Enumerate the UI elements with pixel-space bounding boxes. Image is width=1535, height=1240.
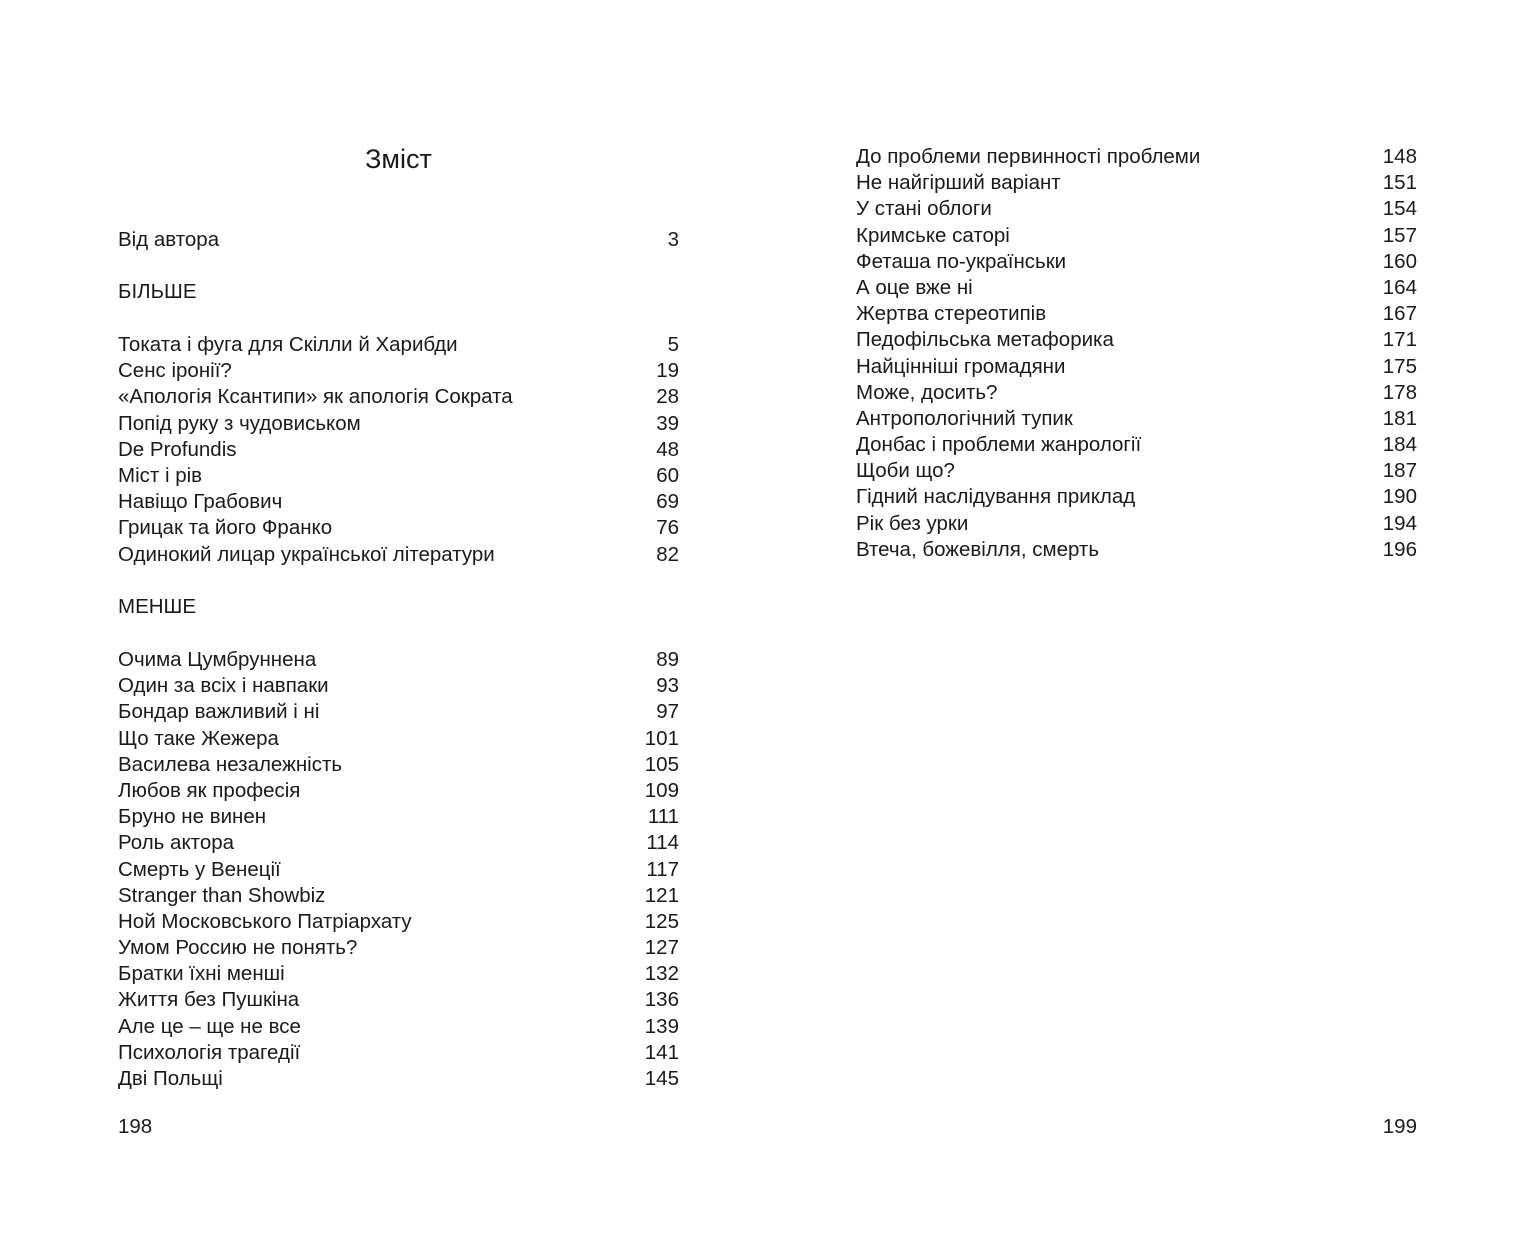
toc-entry-page: 151	[1382, 171, 1417, 195]
toc-entry-title: Міст і рів	[118, 463, 203, 487]
toc-entry-page: 82	[656, 542, 679, 566]
toc-entry-page: 145	[644, 1067, 679, 1090]
toc-entry[interactable]	[118, 489, 679, 515]
toc-entry-page: 157	[1382, 223, 1417, 247]
section-heading-block	[118, 279, 679, 305]
toc-entry[interactable]	[118, 227, 679, 253]
toc-entry-title: Від автора	[118, 228, 220, 251]
toc-entry-page: 154	[1382, 197, 1417, 221]
toc-entry[interactable]	[118, 935, 679, 961]
toc-entry-page: 141	[644, 1040, 679, 1064]
toc-entry-page: 89	[656, 648, 679, 671]
toc-entry-title: А оце вже ні	[856, 275, 973, 299]
toc-entry[interactable]	[118, 411, 679, 437]
toc-entry-page: 117	[646, 857, 679, 881]
toc-entry-title: Бруно не винен	[118, 805, 267, 829]
toc-entry-title: Найцінніші громадяни	[856, 354, 1066, 378]
toc-entry-title: Феташа по-українськи	[856, 249, 1067, 273]
toc-entry-title: Психологія трагедії	[118, 1040, 301, 1064]
toc-entry-page: 111	[647, 805, 679, 829]
toc-entry[interactable]	[118, 726, 679, 752]
toc-entry[interactable]	[856, 511, 1417, 537]
toc-entry[interactable]	[856, 380, 1417, 406]
section1-entry-list	[118, 332, 679, 568]
toc-entry[interactable]	[856, 537, 1417, 563]
toc-entry-title: Смерть у Венеції	[118, 857, 281, 881]
toc-entry-title: Гідний наслідування приклад	[856, 485, 1136, 509]
toc-entry-page: 184	[1382, 433, 1417, 457]
toc-entry[interactable]	[856, 406, 1417, 432]
toc-entry-title: Токата і фуга для Скілли й Харибди	[118, 333, 458, 356]
section-heading-menshe: МЕНШЕ	[118, 595, 197, 618]
toc-entry[interactable]	[118, 437, 679, 463]
toc-entry-title: Навіщо Грабович	[118, 490, 283, 514]
toc-entry[interactable]	[118, 1066, 679, 1092]
toc-entry-title: Бондар важливий і ні	[118, 700, 320, 724]
toc-entry-title: Умом Россию не понять?	[118, 936, 358, 960]
right-entry-list	[856, 144, 1417, 563]
toc-entry-title: Донбас і проблеми жанрології	[856, 433, 1142, 457]
toc-entry-page: 171	[1382, 328, 1417, 352]
toc-entry[interactable]	[856, 196, 1417, 222]
section-heading-bilshe: БІЛЬШЕ	[118, 280, 197, 303]
toc-entry-title: Stranger than Showbiz	[118, 883, 326, 907]
toc-entry-title: Втеча, божевілля, смерть	[856, 537, 1099, 561]
toc-entry-title: До проблеми первинності проблеми	[856, 145, 1201, 168]
toc-entry-title: Грицак та його Франко	[118, 516, 333, 540]
toc-entry-page: 187	[1382, 459, 1417, 483]
toc-entry[interactable]	[118, 1014, 679, 1040]
toc-entry-page: 105	[644, 752, 679, 776]
toc-entry-title: Братки їхні менші	[118, 962, 285, 986]
toc-entry-page: 60	[656, 463, 679, 487]
section2-entry-list	[118, 647, 679, 1092]
toc-entry-page: 139	[644, 1014, 679, 1038]
toc-entry-title: Антропологічний тупик	[856, 406, 1073, 430]
toc-entry[interactable]	[118, 673, 679, 699]
toc-entry-title: Любов як професія	[118, 778, 301, 802]
toc-entry[interactable]	[118, 647, 679, 673]
toc-entry-title: Не найгірший варіант	[856, 171, 1061, 195]
toc-entry[interactable]	[118, 909, 679, 935]
toc-entry-title: Ной Московського Патріархату	[118, 909, 412, 933]
toc-entry[interactable]	[118, 358, 679, 384]
toc-entry[interactable]	[118, 332, 679, 358]
toc-title: Зміст	[365, 144, 432, 174]
toc-entry-page: 69	[656, 490, 679, 514]
toc-entry-page: 181	[1382, 406, 1417, 430]
toc-entry-title: Кримське саторі	[856, 223, 1010, 247]
intro-entry-list	[118, 227, 679, 253]
page-number-right: 199	[1382, 1115, 1417, 1138]
toc-entry[interactable]	[856, 432, 1417, 458]
page-number-left: 198	[118, 1115, 153, 1138]
toc-entry-title: Василева незалежність	[118, 752, 343, 776]
toc-entry[interactable]	[118, 857, 679, 883]
toc-entry-page: 19	[656, 359, 679, 383]
toc-entry[interactable]	[118, 987, 679, 1013]
toc-entry-title: Але це – ще не все	[118, 1014, 301, 1038]
toc-entry-page: 160	[1382, 249, 1417, 273]
toc-entry-page: 3	[667, 228, 679, 251]
toc-entry-page: 148	[1382, 145, 1417, 168]
toc-entry-page: 132	[644, 962, 679, 986]
toc-entry-title: Один за всіх і навпаки	[118, 674, 329, 698]
toc-entry-title: Рік без урки	[856, 511, 969, 535]
toc-entry[interactable]	[856, 327, 1417, 353]
toc-entry-page: 178	[1382, 380, 1417, 404]
toc-entry[interactable]	[118, 699, 679, 725]
toc-entry-page: 125	[644, 909, 679, 933]
toc-entry[interactable]	[118, 1040, 679, 1066]
toc-entry-page: 76	[656, 516, 679, 540]
toc-entry[interactable]	[118, 883, 679, 909]
toc-entry[interactable]	[118, 384, 679, 410]
toc-entry-page: 196	[1382, 537, 1417, 561]
toc-entry-title: Роль актора	[118, 831, 235, 855]
toc-entry-page: 109	[644, 778, 679, 802]
toc-entry-page: 101	[644, 726, 679, 750]
toc-entry[interactable]	[856, 484, 1417, 510]
toc-entry-title: Життя без Пушкіна	[118, 988, 300, 1012]
toc-entry[interactable]	[118, 778, 679, 804]
toc-entry[interactable]	[856, 458, 1417, 484]
toc-entry-page: 28	[656, 385, 679, 409]
toc-entry-title: Сенс іронії?	[118, 359, 232, 383]
toc-entry[interactable]	[856, 275, 1417, 301]
toc-entry-page: 164	[1382, 275, 1417, 299]
toc-entry[interactable]	[118, 752, 679, 778]
toc-entry-page: 136	[644, 988, 679, 1012]
toc-entry-title: Що таке Жежера	[118, 726, 279, 750]
toc-entry[interactable]	[856, 249, 1417, 275]
toc-entry-page: 194	[1382, 511, 1417, 535]
toc-entry-page: 167	[1382, 302, 1417, 326]
toc-entry[interactable]	[856, 301, 1417, 327]
section-heading-block	[118, 594, 679, 620]
toc-entry[interactable]	[856, 170, 1417, 196]
toc-entry-page: 114	[646, 831, 679, 855]
toc-entry-title: «Апологія Ксантипи» як апологія Сократа	[118, 385, 513, 409]
toc-entry[interactable]	[118, 515, 679, 541]
toc-entry-page: 97	[656, 700, 679, 724]
toc-entry-page: 127	[644, 936, 679, 960]
toc-entry-title: Попід руку з чудовиськом	[118, 411, 361, 435]
toc-entry-page: 48	[656, 437, 679, 461]
toc-entry-title: Очима Цумбруннена	[118, 648, 317, 671]
toc-entry[interactable]	[118, 463, 679, 489]
toc-entry[interactable]	[856, 354, 1417, 380]
toc-entry-page: 175	[1382, 354, 1417, 378]
toc-entry[interactable]	[118, 961, 679, 987]
toc-entry[interactable]	[856, 144, 1417, 170]
toc-entry-title: Педофільська метафорика	[856, 328, 1114, 352]
toc-entry[interactable]	[118, 542, 679, 568]
toc-entry-title: Одинокий лицар української літератури	[118, 542, 495, 566]
toc-entry-page: 190	[1382, 485, 1417, 509]
toc-entry[interactable]	[118, 804, 679, 830]
toc-entry-title: Може, досить?	[856, 380, 998, 404]
toc-entry-title: У стані облоги	[856, 197, 992, 221]
toc-entry-title: Жертва стереотипів	[856, 302, 1047, 326]
toc-entry[interactable]	[856, 223, 1417, 249]
toc-entry-page: 5	[667, 333, 679, 356]
toc-entry-title: Дві Польщі	[118, 1067, 223, 1090]
toc-entry-page: 121	[644, 883, 679, 907]
toc-entry-page: 39	[656, 411, 679, 435]
toc-entry-title: Щоби що?	[856, 459, 955, 483]
toc-entry-page: 93	[656, 674, 679, 698]
toc-entry-title: De Profundis	[118, 437, 237, 461]
toc-entry[interactable]	[118, 830, 679, 856]
